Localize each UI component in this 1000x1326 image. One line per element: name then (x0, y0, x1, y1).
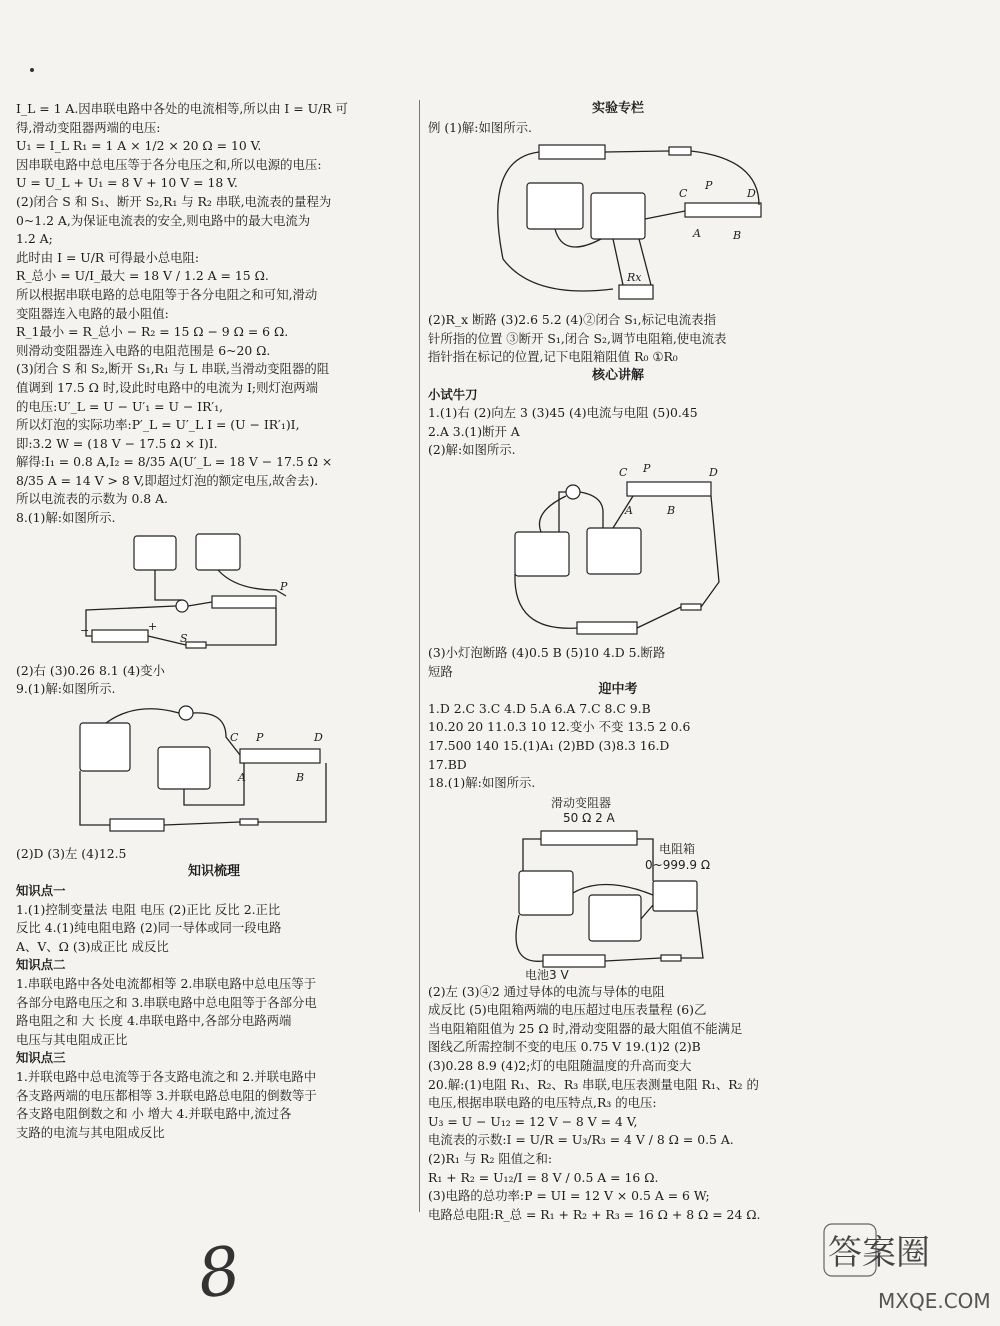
text-line: 图线乙所需控制不变的电压 0.75 V 19.(1)2 (2)B (428, 1039, 701, 1055)
label-b: B (667, 503, 676, 517)
label-a: A (625, 503, 633, 517)
label-p: P (280, 579, 288, 593)
text-line: R_总小 = U/I_最大 = 18 V / 1.2 A = 15 Ω. (16, 268, 269, 284)
text-line: (2)R_x 断路 (3)2.6 5.2 (4)②闭合 S₁,标记电流表指 (428, 312, 716, 328)
text-line: (3)电路的总功率:P = UI = 12 V × 0.5 A = 6 W; (428, 1188, 710, 1204)
text-line: 成反比 (5)电阻箱两端的电压超过电压表量程 (6)乙 (428, 1002, 707, 1018)
text-line: 各支路两端的电压都相等 3.并联电路总电阻的倒数等于 (16, 1087, 317, 1103)
text-line: 电路总电阻:R_总 = R₁ + R₂ + R₃ = 16 Ω + 8 Ω = 24 Ω. (428, 1206, 761, 1222)
wire (539, 496, 566, 532)
text-line: (3)小灯泡断路 (4)0.5 B (5)10 4.D 5.断路 (428, 644, 666, 660)
circuit-diagram-q18 (493, 795, 743, 981)
rheostat-icon (541, 831, 637, 845)
label-plus: + (148, 619, 158, 633)
text-line: 因串联电路中总电压等于各分电压之和,所以电源的电压: (16, 156, 322, 172)
wire (515, 574, 577, 628)
q8-heading: 8.(1)解:如图所示. (16, 510, 116, 526)
voltmeter-icon (591, 193, 645, 239)
ammeter-icon (587, 528, 641, 574)
text-line: 所以灯泡的实际功率:P′_L = U′_L I = (U − IR′₁)I, (16, 417, 300, 433)
switch-icon (186, 642, 206, 648)
text-line: 得,滑动变阻器两端的电压: (16, 119, 161, 135)
wire (155, 570, 182, 600)
slider-spec: 50 Ω 2 A (563, 810, 615, 825)
wire (218, 570, 286, 596)
text-line: 1.串联电路中各处电流都相等 2.串联电路中总电压等于 (16, 976, 317, 991)
exam-answers (428, 700, 808, 793)
text-line: 电压,根据串联电路的电压特点,R₃ 的电压: (428, 1095, 657, 1111)
text-line: 8/35 A = 14 V > 8 V,即超过灯泡的额定电压,故舍去). (16, 472, 319, 488)
k1-text (16, 901, 412, 957)
bulb-icon (176, 600, 188, 612)
text-line: 1.(1)控制变量法 电阻 电压 (2)正比 反比 2.正比 (16, 901, 281, 917)
watermark-sub: MXQE.COM (878, 1289, 991, 1313)
text-line: (2)闭合 S 和 S₁、断开 S₂,R₁ 与 R₂ 串联,电流表的量程为 (16, 193, 332, 209)
label-p: P (643, 461, 651, 475)
example-heading: 例 (1)解:如图所示. (428, 119, 532, 135)
voltmeter-icon (196, 534, 240, 570)
small-test-answers (428, 644, 808, 681)
text-line: U = U_L + U₁ = 8 V + 10 V = 18 V. (16, 175, 238, 191)
text-line: 当电阻箱阻值为 25 Ω 时,滑动变阻器的最大阻值不能满足 (428, 1020, 743, 1036)
slider-label: 滑动变阻器 (551, 795, 612, 810)
ammeter-icon (519, 871, 573, 915)
text-line: (3)闭合 S 和 S₂,断开 S₁,R₁ 与 L 串联,当滑动变阻器的阻 (16, 361, 330, 377)
text-line: 所以根据串联电路的总电阻等于各分电阻之和可知,滑动 (16, 286, 318, 302)
label-d: D (747, 187, 756, 201)
text-line: 1.2 A; (16, 231, 53, 247)
text-line: 电流表的示数:I = U/R = U₃/R₃ = 4 V / 8 Ω = 0.5 A. (428, 1132, 734, 1148)
label-a: A (238, 770, 246, 784)
rheostat-icon (240, 749, 320, 763)
text-line: 变阻器连入电路的最小阻值: (16, 305, 169, 321)
k1-title: 知识点一 (16, 883, 66, 899)
section-title-knowledge: 知识梳理 (187, 864, 240, 880)
switch-icon (661, 955, 681, 961)
voltmeter-icon (515, 532, 569, 576)
label-p: P (256, 730, 264, 744)
label-d: D (709, 465, 718, 479)
text-line: 值调到 17.5 Ω 时,设此时电路中的电流为 I;则灯泡两端 (16, 379, 319, 395)
q8-answer: (2)右 (3)0.26 8.1 (4)变小 (16, 662, 165, 678)
k3-text (16, 1068, 412, 1142)
wire (701, 496, 719, 607)
text-line: 各支路电阻倒数之和 小 增大 4.并联电路中,流过各 (16, 1106, 292, 1122)
text-line: 反比 4.(1)纯电阻电路 (2)同一导体或同一段电路 (16, 920, 282, 936)
ammeter-icon (134, 536, 176, 570)
q9-answer: (2)D (3)左 (4)12.5 (16, 845, 127, 861)
battery-label: 电池3 V (525, 967, 569, 981)
text-line: 指针指在标记的位置,记下电阻箱阻值 R₀ ①R₀ (428, 349, 678, 365)
wire (605, 151, 669, 152)
small-test-text (428, 404, 808, 460)
battery-icon (543, 955, 605, 967)
voltmeter-icon (80, 723, 130, 771)
box-label: 电阻箱 (659, 841, 696, 856)
rheostat-icon (627, 482, 711, 496)
circuit-diagram-q8 (76, 530, 306, 660)
label-d: D (314, 730, 323, 744)
text-line: A、V、Ω (3)成正比 成反比 (16, 938, 169, 954)
wire (258, 763, 326, 822)
watermark-logo (818, 1218, 994, 1318)
wire (106, 709, 179, 723)
label-a: A (693, 227, 701, 241)
small-test-title: 小试牛刀 (428, 386, 478, 402)
ammeter-icon (527, 183, 583, 229)
battery-icon (92, 630, 148, 642)
rheostat-icon (212, 596, 276, 608)
rheostat-icon (685, 203, 761, 217)
solution-7-text (16, 100, 412, 509)
column-divider (419, 100, 420, 1212)
ammeter-icon (158, 747, 210, 789)
wire (573, 884, 653, 895)
wire (613, 239, 623, 285)
k3-title: 知识点三 (16, 1050, 66, 1066)
wire (80, 771, 110, 825)
text-line: 电压与其电阻成正比 (16, 1031, 128, 1047)
left-column (16, 100, 412, 1142)
wire (580, 492, 603, 528)
text-line: 各部分电路电压之和 3.串联电路中总电阻等于各部分电 (16, 994, 317, 1010)
wire (523, 839, 541, 871)
right-column (428, 100, 808, 1224)
text-line: 短路 (428, 663, 453, 679)
text-line: 0~1.2 A,为保证电流表的安全,则电路中的最大电流为 (16, 212, 311, 228)
text-line: 1.(1)右 (2)向左 3 (3)45 (4)电流与电阻 (5)0.45 (428, 405, 698, 421)
switch-icon (240, 819, 258, 825)
text-line: 10.20 20 11.0.3 10 12.变小 不变 13.5 2 0.6 (428, 719, 691, 735)
text-line: 17.500 140 15.(1)A₁ (2)BD (3)8.3 16.D (428, 737, 670, 753)
battery-icon (110, 819, 164, 831)
wire (206, 608, 276, 645)
wire (681, 911, 703, 958)
text-line: 2.A 3.(1)断开 A (428, 423, 520, 439)
label-c: C (230, 730, 239, 744)
switch-icon (669, 147, 691, 155)
label-rx: Rx (627, 271, 642, 285)
text-line: 17.BD (428, 756, 467, 772)
resistor-rx-icon (619, 285, 653, 299)
text-line: R₁ + R₂ = U₁₂/I = 8 V / 0.5 A = 16 Ω. (428, 1169, 659, 1185)
q9-heading: 9.(1)解:如图所示. (16, 681, 116, 697)
label-c: C (619, 465, 628, 479)
wire (516, 915, 543, 961)
battery-icon (539, 145, 605, 159)
resistance-box-icon (653, 881, 697, 911)
text-line: 1.D 2.C 3.C 4.D 5.A 6.A 7.C 8.C 9.B (428, 700, 651, 716)
wire (641, 905, 653, 919)
text-line: 的电压:U′_L = U − U′₁ = U − IR′₁, (16, 398, 224, 414)
bulb-icon (566, 485, 580, 499)
text-line: (2)左 (3)④2 通过导体的电流与导体的电阻 (428, 983, 665, 999)
wire (605, 958, 661, 961)
text-line: R_1最小 = R_总小 − R₂ = 15 Ω − 9 Ω = 6 Ω. (16, 324, 289, 340)
section-title-exam: 迎中考 (598, 682, 638, 698)
text-line: (2)解:如图所示. (428, 442, 516, 458)
text-line: (2)R₁ 与 R₂ 阻值之和: (428, 1151, 553, 1167)
watermark-main: 答案圈 (828, 1233, 930, 1273)
text-line: 路电阻之和 大 长度 4.串联电路中,各部分电路两端 (16, 1013, 292, 1029)
text-line: 1.并联电路中总电流等于各支路电流之和 2.并联电路中 (16, 1068, 317, 1084)
wire (645, 211, 685, 219)
text-line: 所以电流表的示数为 0.8 A. (16, 491, 168, 507)
label-s: S (180, 631, 188, 645)
text-line: 支路的电流与其电阻成反比 (16, 1124, 165, 1140)
label-minus: − (80, 623, 90, 637)
text-line: 即:3.2 W = (18 V − 17.5 Ω × I)I. (16, 435, 218, 451)
label-c: C (679, 187, 688, 201)
box-range: 0~999.9 Ω (645, 857, 711, 872)
bulb-icon (179, 706, 193, 720)
k2-title: 知识点二 (16, 957, 66, 973)
label-b: B (296, 770, 305, 784)
text-line: (3)0.28 8.9 (4)2;灯的电阻随温度的升高而变大 (428, 1058, 692, 1074)
text-line: 针所指的位置 ③断开 S₁,闭合 S₂,调节电阻箱,使电流表 (428, 330, 727, 346)
wire (637, 607, 681, 628)
text-line: 解得:I₁ = 0.8 A,I₂ = 8/35 A(U′_L = 18 V − 17.5 Ω × (16, 454, 333, 470)
wire (164, 822, 240, 825)
q18-20-answers (428, 983, 808, 1225)
k2-text (16, 975, 412, 1049)
text-line: I_L = 1 A.因串联电路中各处的电流相等,所以由 I = U/R 可 (16, 101, 348, 116)
section-title-experiment: 实验专栏 (591, 101, 644, 116)
text-line: U₁ = I_L R₁ = 1 A × 1/2 × 20 Ω = 10 V. (16, 138, 262, 154)
circuit-diagram-example (473, 139, 763, 309)
voltmeter-icon (589, 895, 641, 941)
label-b: B (733, 229, 742, 243)
text-line: 18.(1)解:如图所示. (428, 775, 536, 791)
switch-icon (681, 604, 701, 610)
text-line: U₃ = U − U₁₂ = 12 V − 8 V = 4 V, (428, 1113, 638, 1129)
corner-dot (30, 68, 34, 72)
text-line: 则滑动变阻器连入电路的电阻范围是 6~20 Ω. (16, 342, 271, 358)
circuit-diagram-small-test (493, 462, 743, 642)
battery-icon (577, 622, 637, 634)
handwritten-page-number: 8 (192, 1231, 246, 1314)
section-title-core: 核心讲解 (591, 367, 644, 383)
circuit-diagram-q9 (76, 701, 356, 843)
text-line: 20.解:(1)电阻 R₁、R₂、R₃ 串联,电压表测量电阻 R₁、R₂ 的 (428, 1076, 759, 1092)
text-line: 此时由 I = U/R 可得最小总电阻: (16, 249, 200, 265)
wire (188, 602, 212, 606)
label-p: P (705, 179, 713, 193)
example-answer (428, 311, 808, 367)
